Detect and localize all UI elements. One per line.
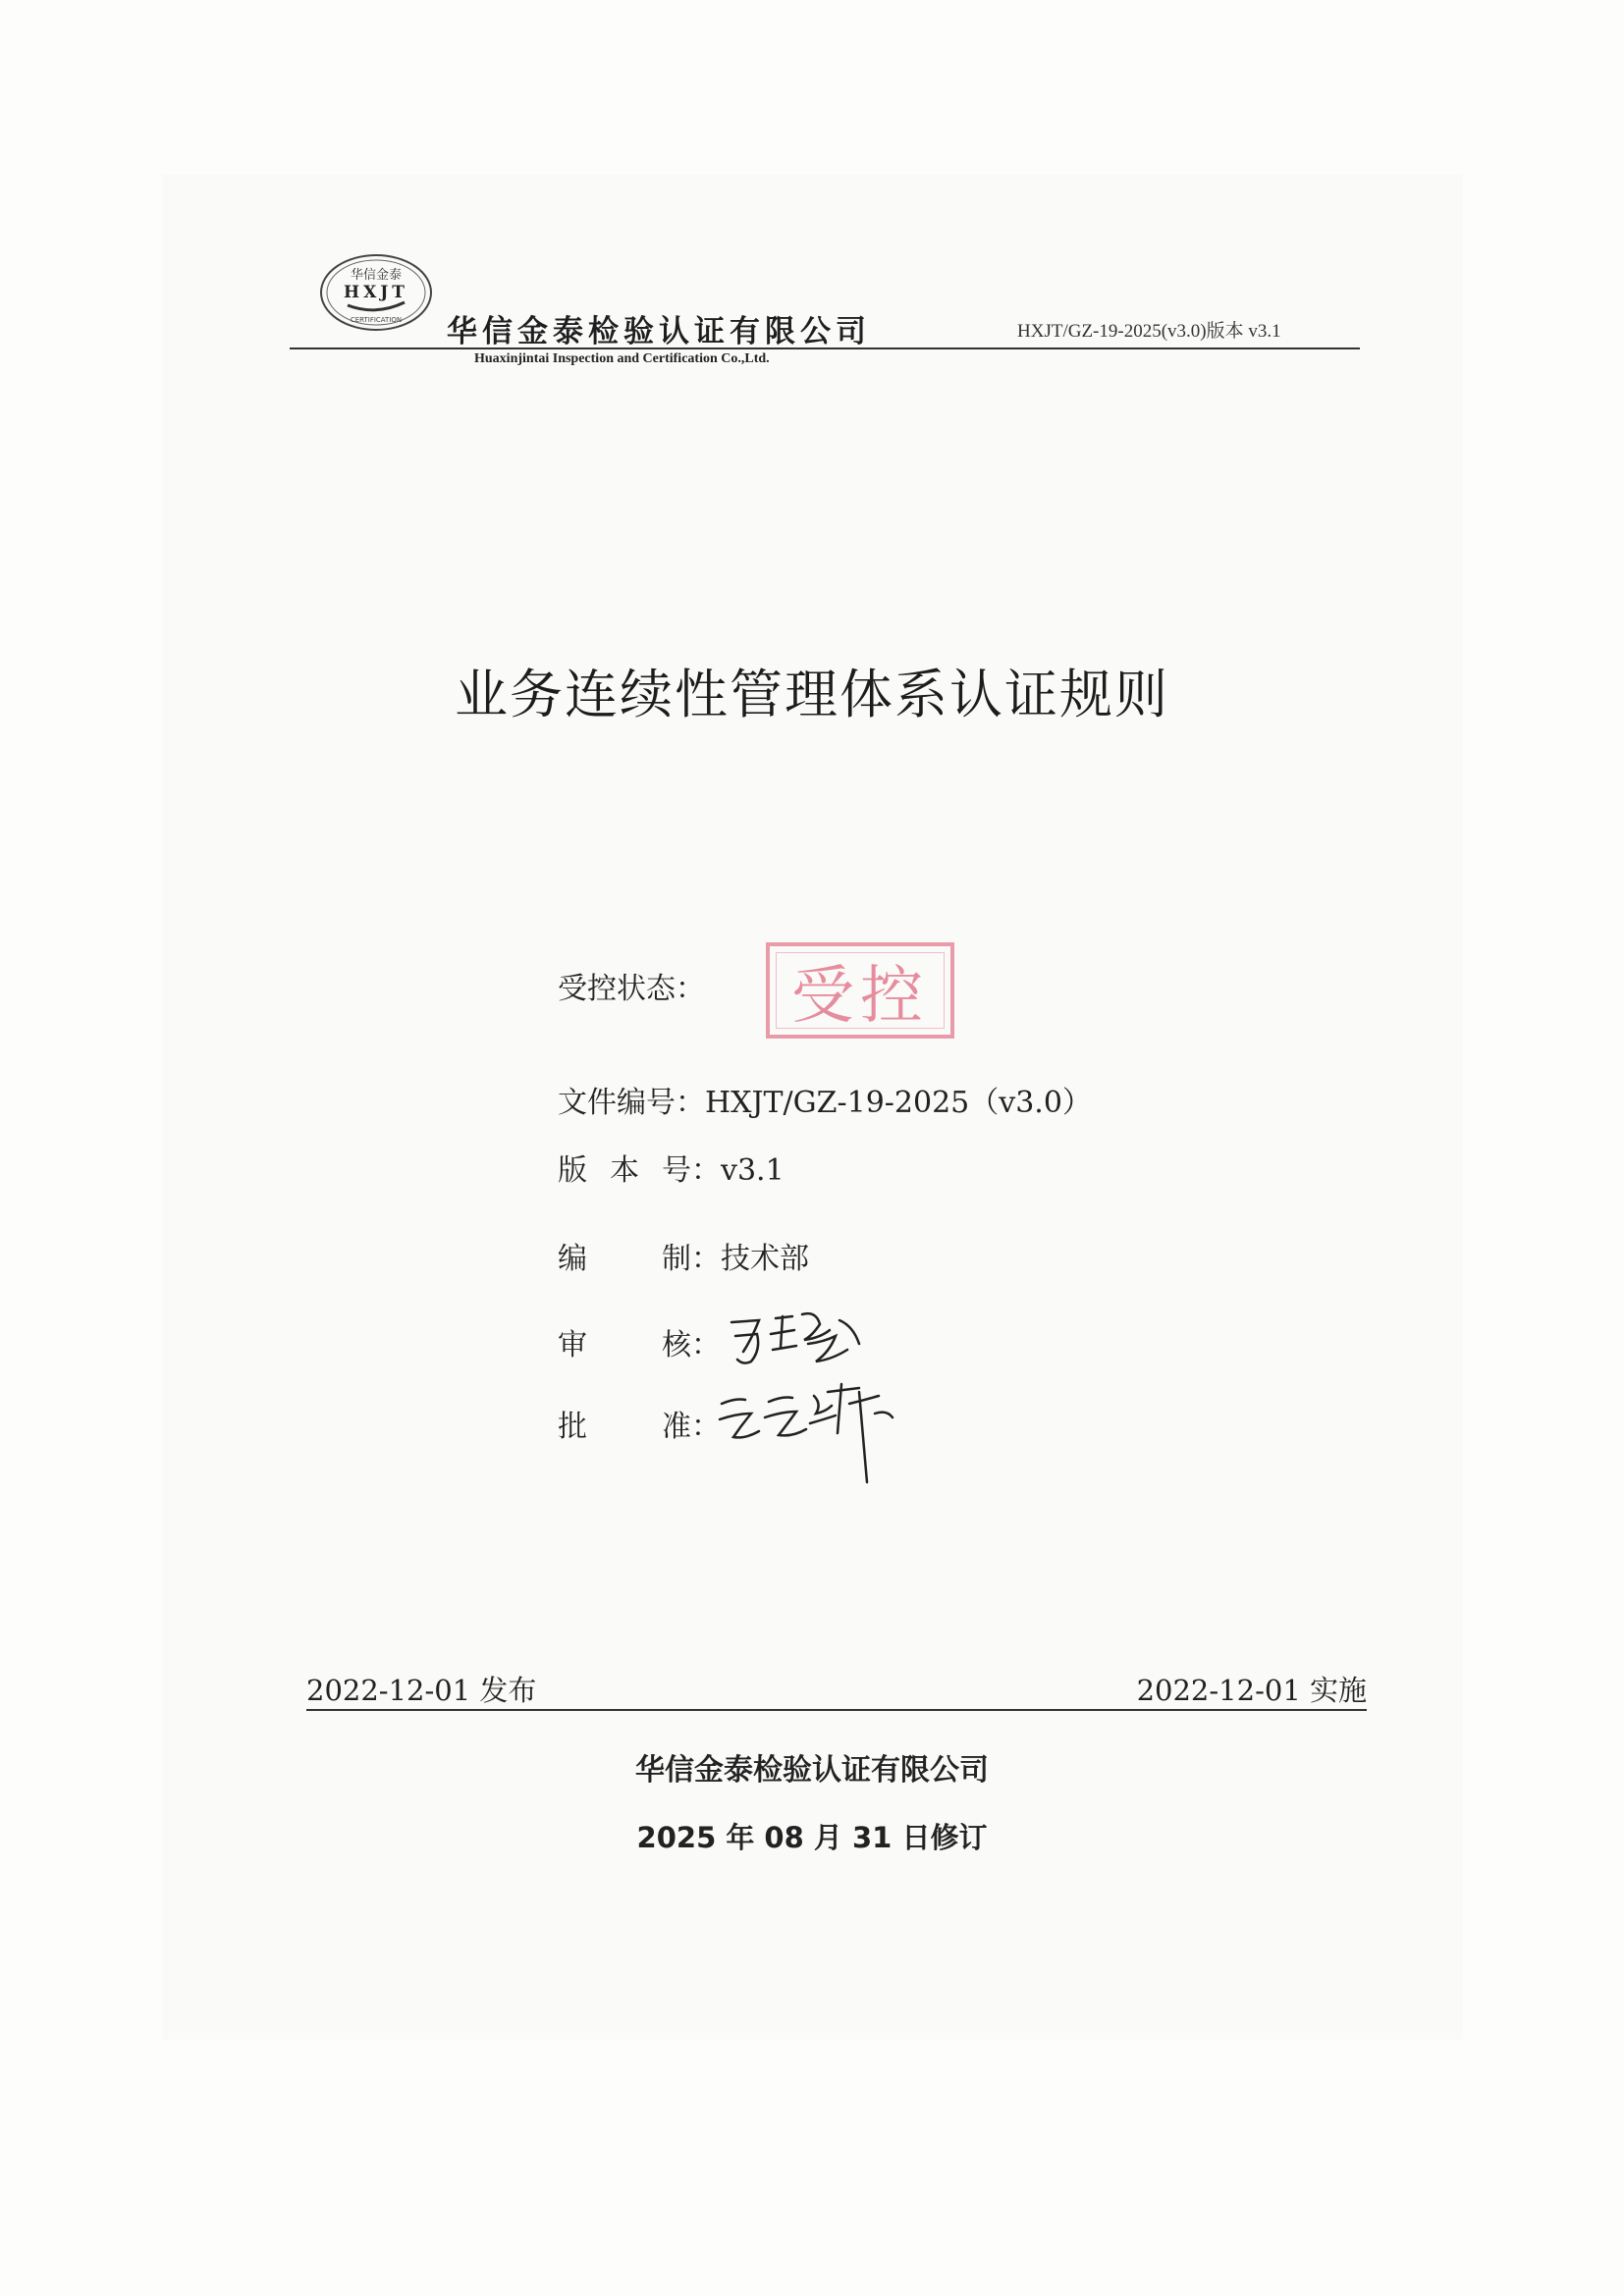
logo-text-top: 华信金泰 bbox=[350, 268, 403, 283]
review-label bbox=[558, 1320, 721, 1363]
compiled-label bbox=[558, 1234, 721, 1277]
company-logo bbox=[318, 251, 434, 334]
field-document-number bbox=[558, 1078, 1092, 1121]
field-version bbox=[558, 1146, 785, 1189]
logo-text-mid: HXJT bbox=[344, 283, 408, 302]
field-compiled-by bbox=[558, 1234, 809, 1277]
approve-label-part: 批 bbox=[558, 1410, 587, 1444]
company-name-cn: 华信金泰检验认证有限公司 bbox=[447, 314, 871, 349]
effective-date: 2022-12-01 实施 bbox=[1136, 1674, 1367, 1707]
review-label-part: 审 bbox=[558, 1328, 587, 1362]
version-label-part: 版 bbox=[558, 1153, 587, 1188]
field-reviewed-by bbox=[558, 1320, 721, 1363]
compiled-value: 技术部 bbox=[721, 1242, 809, 1276]
logo-text-bottom: CERTIFICATION bbox=[350, 316, 403, 324]
version-label bbox=[558, 1146, 721, 1189]
header-doc-code: HXJT/GZ-19-2025(v3.0)版本 v3.1 bbox=[1017, 321, 1281, 342]
header-divider bbox=[290, 347, 1360, 349]
company-name-en: Huaxinjintai Inspection and Certification Co.,Ltd. bbox=[474, 351, 770, 366]
compiled-label-part: 制： bbox=[662, 1242, 721, 1276]
release-date: 2022-12-01 发布 bbox=[306, 1674, 537, 1707]
field-controlled-status bbox=[558, 964, 705, 1007]
approve-label-part: 准： bbox=[662, 1410, 721, 1444]
number-value: HXJT/GZ-19-2025（v3.0） bbox=[705, 1086, 1092, 1120]
approver-signature bbox=[712, 1374, 928, 1492]
document-title: 业务连续性管理体系认证规则 bbox=[455, 664, 1169, 725]
version-label-part: 号： bbox=[662, 1153, 721, 1188]
footer-company-name: 华信金泰检验认证有限公司 bbox=[635, 1753, 989, 1788]
compiled-label-part: 编 bbox=[558, 1242, 587, 1276]
controlled-stamp: 受控 bbox=[766, 942, 954, 1039]
approve-label bbox=[558, 1402, 721, 1445]
field-approved-by bbox=[558, 1402, 721, 1445]
number-label: 文件编号： bbox=[558, 1086, 705, 1120]
version-value: v3.1 bbox=[721, 1153, 785, 1188]
reviewer-signature bbox=[722, 1301, 889, 1379]
revision-date: 2025 年 08 月 31 日修订 bbox=[636, 1821, 988, 1854]
review-label-part: 核： bbox=[662, 1328, 721, 1362]
version-label-part: 本 bbox=[610, 1153, 639, 1188]
status-label: 受控状态： bbox=[558, 972, 705, 1006]
footer-divider bbox=[306, 1709, 1367, 1711]
